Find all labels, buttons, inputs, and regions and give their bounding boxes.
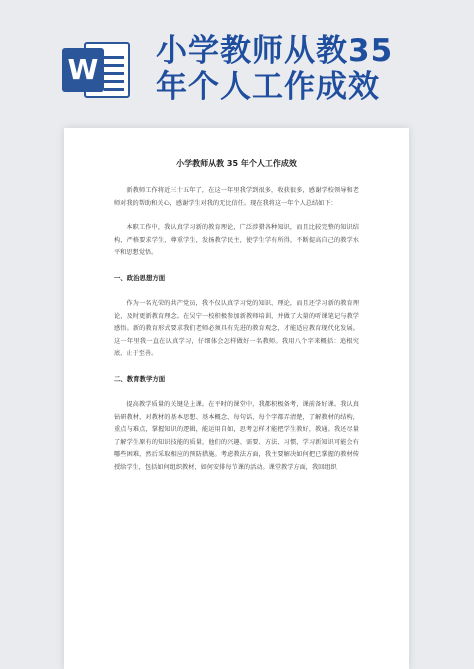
section-heading-2: 二、教育教学方面 bbox=[114, 374, 166, 383]
banner-title-line2: 年个人工作成效 bbox=[156, 69, 380, 105]
paragraph-3: 提高教学质量的关键是上课。在平时的课堂中，我都积极备考，课前备好课。我认真钻研教材，对教材的基本思想、基本概念、每句话、每个字都弄清楚，了解教材的结构，重点与难点，掌握知识的逻辑，能运用自如，思考怎样才能把学生教好，教通。我还尽量了解学生原有的知识技能的质量，他们的兴趣、需要、方法、习惯，学习新知识可能会有哪些困难，然后采取相应的预防措施。考虑教法方面，我主要解决如何把已掌握的教材传授给学生，包括如何组织教材，如何安排每节课的活动。课堂教学方面，我回组织 bbox=[114, 400, 359, 471]
word-document-icon bbox=[62, 38, 132, 102]
document-title: 小学教师从教 35 年个人工作成效 bbox=[176, 159, 297, 168]
banner-title bbox=[156, 33, 466, 105]
document-body bbox=[114, 158, 359, 487]
document-page bbox=[64, 128, 409, 669]
paragraph-2: 作为一名光荣的共产党员，我不仅认真学习党的知识、理论，而且还学习新的教育理论，及时更新教育理念。在吴宁一校积极参加新教师培训，并做了大量的听课笔记与教学感悟。新的教育形式要求我们老师必须具有先进的教育观念，才能适应教育现代化发展。这一年里我一直在认真学习，仔细体会怎样做好一名教师。我用八个字来概括：追根究底，止于至善。 bbox=[114, 299, 359, 358]
banner bbox=[0, 0, 474, 135]
section-heading-1: 一、政治思想方面 bbox=[114, 273, 166, 282]
paragraph-1: 本职工作中，我认真学习新的教育理论，广泛涉猎各种知识，而且比较完整的知识结构，严格要求学生，尊重学生，发扬教学民主，使学生学有所得，不断提高自己的教学水平和思想觉悟。 bbox=[114, 224, 359, 257]
banner-title-line1: 小学教师从教35 bbox=[156, 33, 394, 69]
intro-paragraph: 新教师工作将近三十五年了，在这一年里我学到很多，收获很多，感谢学校领导和老师对我的帮助和关心，感谢学生对我的无比信任。现在我将这一年个人总结如下： bbox=[114, 187, 359, 207]
word-logo-badge: W bbox=[62, 48, 104, 92]
